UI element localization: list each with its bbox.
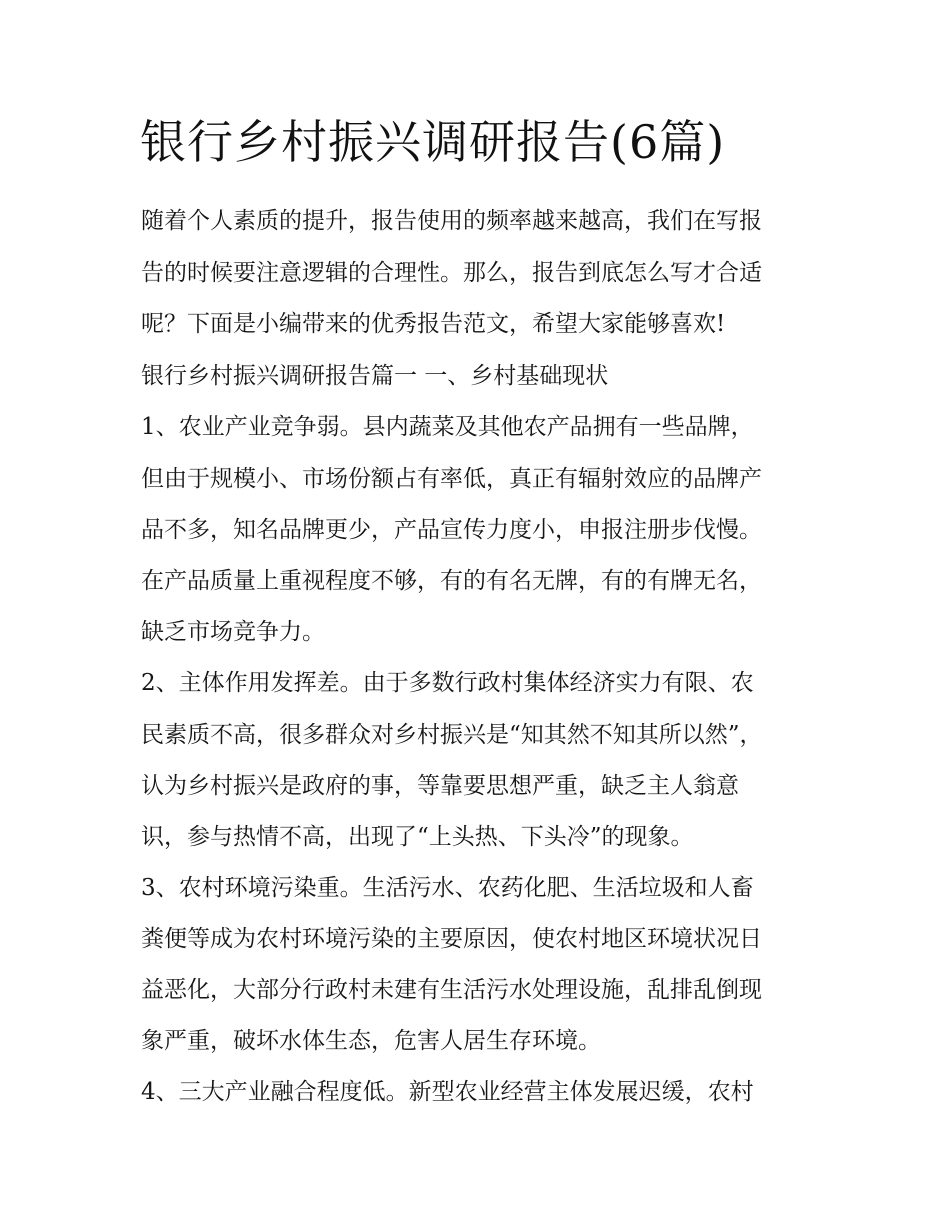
body-line: 民素质不高，很多群众对乡村振兴是“知其然不知其所以然”，	[141, 722, 763, 748]
body-line: 象严重，破坏水体生态，危害人居生存环境。	[141, 1028, 601, 1054]
body-line: 益恶化，大部分行政村未建有生活污水处理设施，乱排乱倒现	[141, 977, 762, 1003]
body-line: 4、三大产业融合程度低。新型农业经营主体发展迟缓，农村	[141, 1079, 754, 1105]
body-line: 3、农村环境污染重。生活污水、农药化肥、生活垃圾和人畜	[141, 875, 754, 901]
body-line: 在产品质量上重视程度不够，有的有名无牌，有的有牌无名，	[141, 568, 762, 594]
body-line: 呢？下面是小编带来的优秀报告范文，希望大家能够喜欢!	[141, 311, 726, 337]
body-line: 缺乏市场竞争力。	[141, 619, 325, 645]
body-line: 认为乡村振兴是政府的事，等靠要思想严重，缺乏主人翁意	[141, 773, 739, 799]
body-line: 1、农业产业竞争弱。县内蔬菜及其他农产品拥有一些品牌，	[141, 414, 754, 440]
body-line: 品不多，知名品牌更少，产品宣传力度小，申报注册步伐慢。	[141, 517, 762, 543]
body-line: 粪便等成为农村环境污染的主要原因，使农村地区环境状况日	[141, 926, 762, 952]
body-line: 但由于规模小、市场份额占有率低，真正有辐射效应的品牌产	[141, 466, 762, 492]
body-line: 随着个人素质的提升，报告使用的频率越来越高，我们在写报	[141, 208, 762, 234]
body-line: 识，参与热情不高，出现了“上头热、下头冷”的现象。	[141, 824, 694, 850]
body-line: 2、主体作用发挥差。由于多数行政村集体经济实力有限、农	[141, 670, 754, 696]
document-title: 银行乡村振兴调研报告(6篇)	[140, 115, 726, 169]
body-line: 告的时候要注意逻辑的合理性。那么，报告到底怎么写才合适	[141, 260, 762, 286]
section-heading: 银行乡村振兴调研报告篇一 一、乡村基础现状	[141, 363, 609, 389]
